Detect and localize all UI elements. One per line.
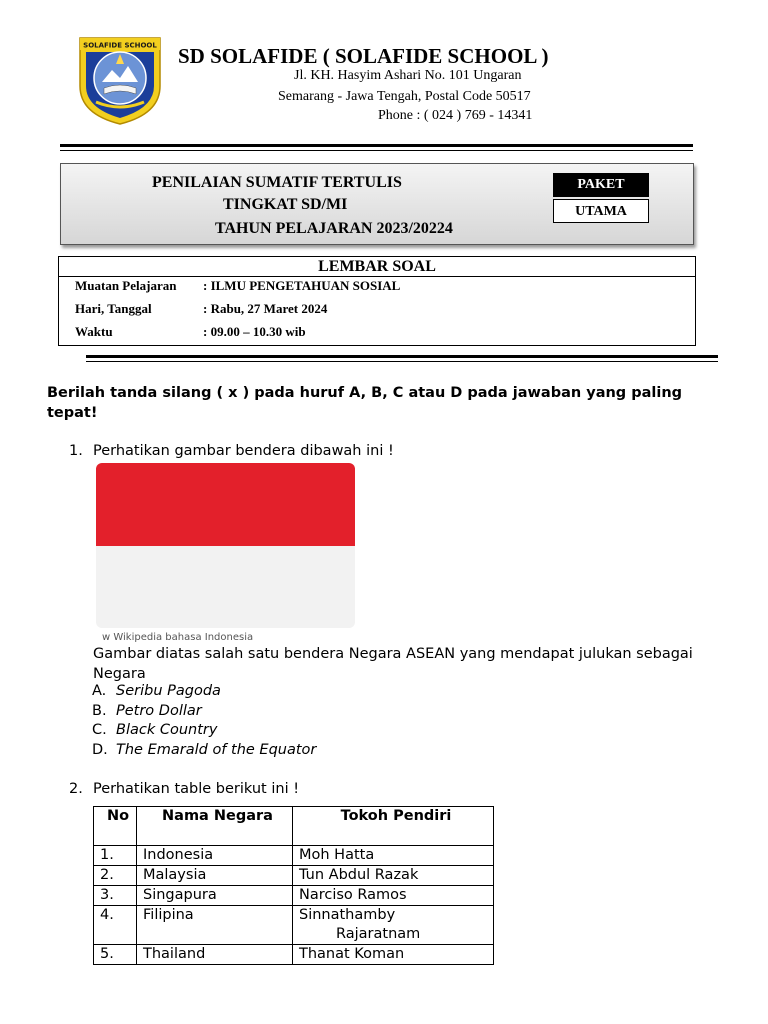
info-label: Muatan Pelajaran xyxy=(75,278,177,293)
instruction-text: Berilah tanda silang ( x ) pada huruf A, B, C atau D pada jawaban yang paling tepat! xyxy=(47,385,683,421)
info-value: : Rabu, 27 Maret 2024 xyxy=(203,301,328,316)
info-value: : 09.00 – 10.30 wib xyxy=(203,324,306,339)
table-row xyxy=(94,846,494,866)
info-row-subject xyxy=(75,278,400,294)
letterhead-divider-thick xyxy=(60,144,693,147)
column-header-no: No xyxy=(94,807,137,846)
question-2-prompt: Perhatikan table berikut ini ! xyxy=(93,781,300,797)
cell-country: Thailand xyxy=(137,945,293,965)
flag-white-stripe xyxy=(96,546,355,628)
table-row xyxy=(94,886,494,906)
info-value: : ILMU PENGETAHUAN SOSIAL xyxy=(203,278,401,293)
column-header-country: Nama Negara xyxy=(137,807,293,846)
address-line-2: Semarang - Jawa Tengah, Postal Code 50517 xyxy=(278,89,531,104)
info-row-time xyxy=(75,324,306,340)
option-letter: A. xyxy=(92,683,107,699)
table-row xyxy=(94,945,494,965)
question-1-prompt: Perhatikan gambar bendera dibawah ini ! xyxy=(93,443,394,459)
table-row xyxy=(94,906,494,945)
exam-info-box xyxy=(58,256,696,346)
column-header-founder: Tokoh Pendiri xyxy=(293,807,494,846)
exam-title-box xyxy=(60,163,694,245)
option-a[interactable] xyxy=(92,683,221,699)
question-1-text: Gambar diatas salah satu bendera Negara ASEAN yang mendapat julukan sebagai Negara xyxy=(93,646,693,682)
question-2-number: 2. xyxy=(69,781,83,797)
option-text: Black Country xyxy=(116,722,218,738)
info-label: Hari, Tanggal xyxy=(75,301,152,316)
cell-no: 1. xyxy=(94,846,137,866)
cell-founder xyxy=(293,906,494,945)
paket-label: PAKET xyxy=(553,173,649,197)
option-text: Petro Dollar xyxy=(116,703,202,719)
cell-country: Malaysia xyxy=(137,866,293,886)
school-logo xyxy=(76,34,164,126)
info-label: Waktu xyxy=(75,324,113,339)
exam-title-line-3: TAHUN PELAJARAN 2023/20224 xyxy=(215,220,453,237)
school-name: SD SOLAFIDE ( SOLAFIDE SCHOOL ) xyxy=(178,44,549,68)
exam-title-line-1: PENILAIAN SUMATIF TERTULIS xyxy=(152,174,402,191)
option-b[interactable] xyxy=(92,703,202,719)
option-d[interactable] xyxy=(92,742,316,758)
cell-country: Singapura xyxy=(137,886,293,906)
option-c[interactable] xyxy=(92,722,217,738)
address-line-1: Jl. KH. Hasyim Ashari No. 101 Ungaran xyxy=(294,68,522,83)
image-source-caption: w Wikipedia bahasa Indonesia xyxy=(102,632,254,643)
table-header-row xyxy=(94,807,494,846)
info-divider-thick xyxy=(86,355,718,358)
cell-founder: Tun Abdul Razak xyxy=(293,866,494,886)
cell-no: 2. xyxy=(94,866,137,886)
question-1-number: 1. xyxy=(69,443,83,459)
option-text: Seribu Pagoda xyxy=(116,683,221,699)
option-letter: C. xyxy=(92,722,107,738)
phone-line: Phone : ( 024 ) 769 - 14341 xyxy=(378,108,533,123)
cell-no: 5. xyxy=(94,945,137,965)
cell-founder: Narciso Ramos xyxy=(293,886,494,906)
option-letter: D. xyxy=(92,742,108,758)
founder-line-2: Rajaratnam xyxy=(336,926,421,942)
cell-no: 3. xyxy=(94,886,137,906)
founder-line-1: Sinnathamby xyxy=(299,907,396,923)
info-row-date xyxy=(75,301,327,317)
cell-no: 4. xyxy=(94,906,137,945)
flag-red-stripe xyxy=(96,463,355,546)
table-row xyxy=(94,866,494,886)
info-divider-thin xyxy=(86,361,718,362)
exam-title-line-2: TINGKAT SD/MI xyxy=(223,196,348,213)
option-text: The Emarald of the Equator xyxy=(116,742,317,758)
sheet-heading: LEMBAR SOAL xyxy=(59,257,695,277)
cell-country: Filipina xyxy=(137,906,293,945)
letterhead-divider-thin xyxy=(60,150,693,151)
logo-text: SOLAFIDE SCHOOL xyxy=(83,41,157,50)
founders-table xyxy=(93,806,494,965)
flag-image xyxy=(96,463,355,628)
cell-founder: Thanat Koman xyxy=(293,945,494,965)
cell-founder: Moh Hatta xyxy=(293,846,494,866)
paket-value: UTAMA xyxy=(553,199,649,223)
option-letter: B. xyxy=(92,703,107,719)
cell-country: Indonesia xyxy=(137,846,293,866)
